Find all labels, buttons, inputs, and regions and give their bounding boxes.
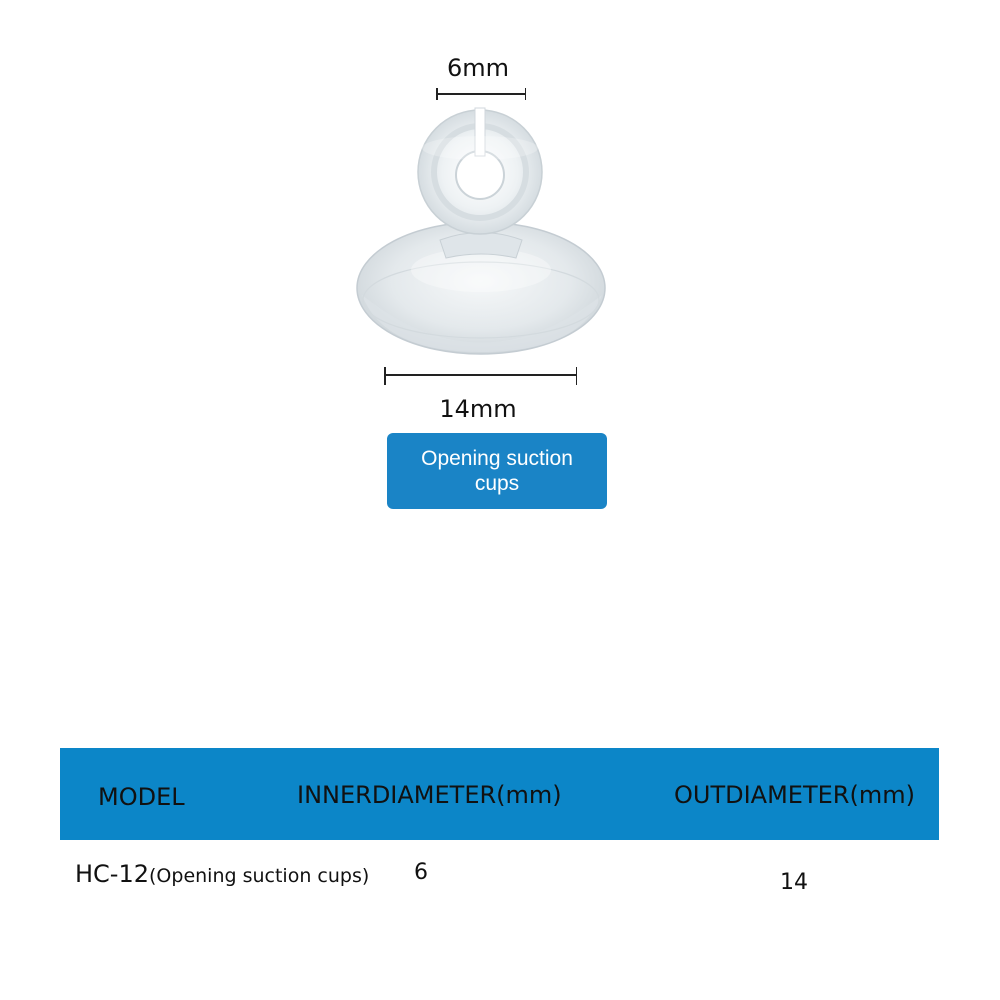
column-header-outer-diameter: OUTDIAMETER(mm) xyxy=(674,781,915,809)
spec-table-header xyxy=(60,748,939,840)
outer-dimension-line xyxy=(384,367,577,385)
inner-diameter-label: 6mm xyxy=(446,54,510,82)
cell-model xyxy=(75,862,369,886)
model-code: HC-12 xyxy=(75,860,150,888)
model-note: (Opening suction cups) xyxy=(149,865,370,887)
product-caption-badge xyxy=(387,433,607,509)
suction-cup-image xyxy=(340,90,630,370)
outer-diameter-label: 14mm xyxy=(439,395,517,423)
cell-inner-diameter: 6 xyxy=(414,860,428,885)
column-header-model: MODEL xyxy=(98,783,185,811)
column-header-inner-diameter: INNERDIAMETER(mm) xyxy=(297,781,562,809)
product-caption-text: Opening suction cups xyxy=(421,447,573,495)
cell-outer-diameter: 14 xyxy=(780,870,808,895)
